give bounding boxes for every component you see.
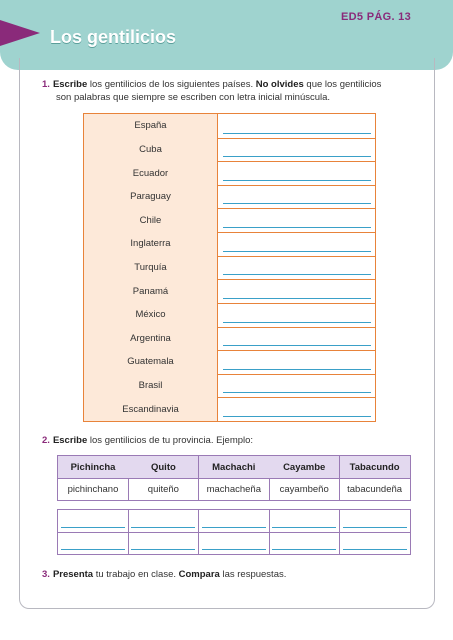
example-header-cell: Tabacundo (340, 456, 410, 479)
country-row (84, 279, 375, 304)
answer-line (202, 527, 266, 528)
question-1-verb: Escribe (52, 79, 88, 90)
country-name: Panamá (84, 279, 218, 303)
question-3-number: 3. (42, 569, 50, 580)
country-row (84, 138, 375, 163)
country-name: Argentina (84, 327, 218, 351)
country-row (84, 208, 375, 233)
example-table (57, 455, 411, 501)
answer-line (61, 527, 125, 528)
answer-line[interactable] (223, 416, 371, 417)
country-name: Chile (84, 208, 218, 232)
example-value-cell: machacheña (199, 478, 270, 500)
answer-line (343, 549, 407, 550)
answer-line (131, 527, 195, 528)
answer-line[interactable] (223, 251, 371, 252)
answer-line[interactable] (223, 392, 371, 393)
answer-cell[interactable] (128, 510, 199, 533)
question-3-text-b: las respuestas. (219, 569, 287, 580)
question-3-verb2: Compara (178, 569, 220, 580)
answer-table (57, 509, 411, 555)
purple-triangle-marker (0, 20, 40, 46)
answer-cell[interactable] (58, 532, 129, 554)
answer-cell[interactable] (199, 510, 270, 533)
answer-line[interactable] (223, 322, 371, 323)
answer-cell[interactable] (199, 532, 270, 554)
country-row (84, 374, 375, 399)
country-name: España (84, 114, 218, 138)
question-1-text-a: los gentilicios de los siguientes países. (87, 79, 256, 90)
answer-cell[interactable] (269, 510, 340, 533)
example-value-cell: tabacundeña (347, 483, 403, 495)
answer-line[interactable] (223, 203, 371, 204)
example-header-cell: Quito (128, 456, 199, 479)
question-2 (42, 435, 253, 448)
example-value-cell: cayambeño (269, 478, 340, 500)
country-name: Escandinavia (84, 397, 218, 421)
question-3 (42, 569, 286, 582)
question-1-emphasis: No olvides (255, 79, 304, 90)
question-1-text-b: que los gentilicios (303, 79, 382, 90)
answer-line[interactable] (223, 227, 371, 228)
answer-line[interactable] (223, 298, 371, 299)
example-header-cell: Machachi (199, 456, 270, 479)
country-name: Cuba (84, 138, 218, 162)
country-row (84, 327, 375, 352)
example-header-cell: Pichincha (58, 456, 129, 479)
page-reference: ED5 PÁG. 13 (341, 11, 411, 23)
country-name: Ecuador (84, 161, 218, 185)
question-1-number: 1. (42, 79, 50, 90)
answer-line (343, 527, 407, 528)
answer-line[interactable] (223, 180, 371, 181)
question-2-number: 2. (42, 435, 50, 446)
answer-line[interactable] (223, 369, 371, 370)
country-row (84, 303, 375, 328)
example-value-cell: quiteño (128, 478, 199, 500)
country-row (84, 397, 375, 421)
question-1-text-c: son palabras que siempre se escriben con letra inicial minúscula. (56, 91, 331, 103)
example-header-cell: Cayambe (269, 456, 340, 479)
country-row (84, 350, 375, 375)
country-name: Guatemala (84, 350, 218, 374)
question-2-verb: Escribe (52, 435, 88, 446)
answer-line[interactable] (223, 156, 371, 157)
answer-line (272, 527, 336, 528)
question-1 (42, 79, 417, 104)
answer-line (202, 549, 266, 550)
country-row (84, 232, 375, 257)
country-row (84, 185, 375, 210)
answer-cell[interactable] (269, 532, 340, 554)
answer-cell[interactable] (340, 510, 410, 533)
question-2-text: los gentilicios de tu provincia. Ejemplo: (87, 435, 254, 446)
country-row (84, 161, 375, 186)
answer-line (131, 549, 195, 550)
country-row (84, 114, 375, 139)
country-name: Inglaterra (84, 232, 218, 256)
country-row (84, 256, 375, 281)
countries-table (83, 113, 376, 422)
country-name: Paraguay (84, 185, 218, 209)
answer-line (61, 549, 125, 550)
question-3-verb: Presenta (52, 569, 94, 580)
country-name: México (84, 303, 218, 327)
answer-cell[interactable] (128, 532, 199, 554)
answer-line (272, 549, 336, 550)
question-3-text-a: tu trabajo en clase. (93, 569, 179, 580)
page-title: Los gentilicios (50, 27, 177, 47)
country-name: Turquía (84, 256, 218, 280)
answer-line[interactable] (223, 274, 371, 275)
answer-cell[interactable] (340, 532, 410, 554)
country-name: Brasil (84, 374, 218, 398)
answer-line[interactable] (223, 133, 371, 134)
answer-line[interactable] (223, 345, 371, 346)
answer-cell[interactable] (58, 510, 129, 533)
example-value-cell: pichinchano (58, 478, 129, 500)
